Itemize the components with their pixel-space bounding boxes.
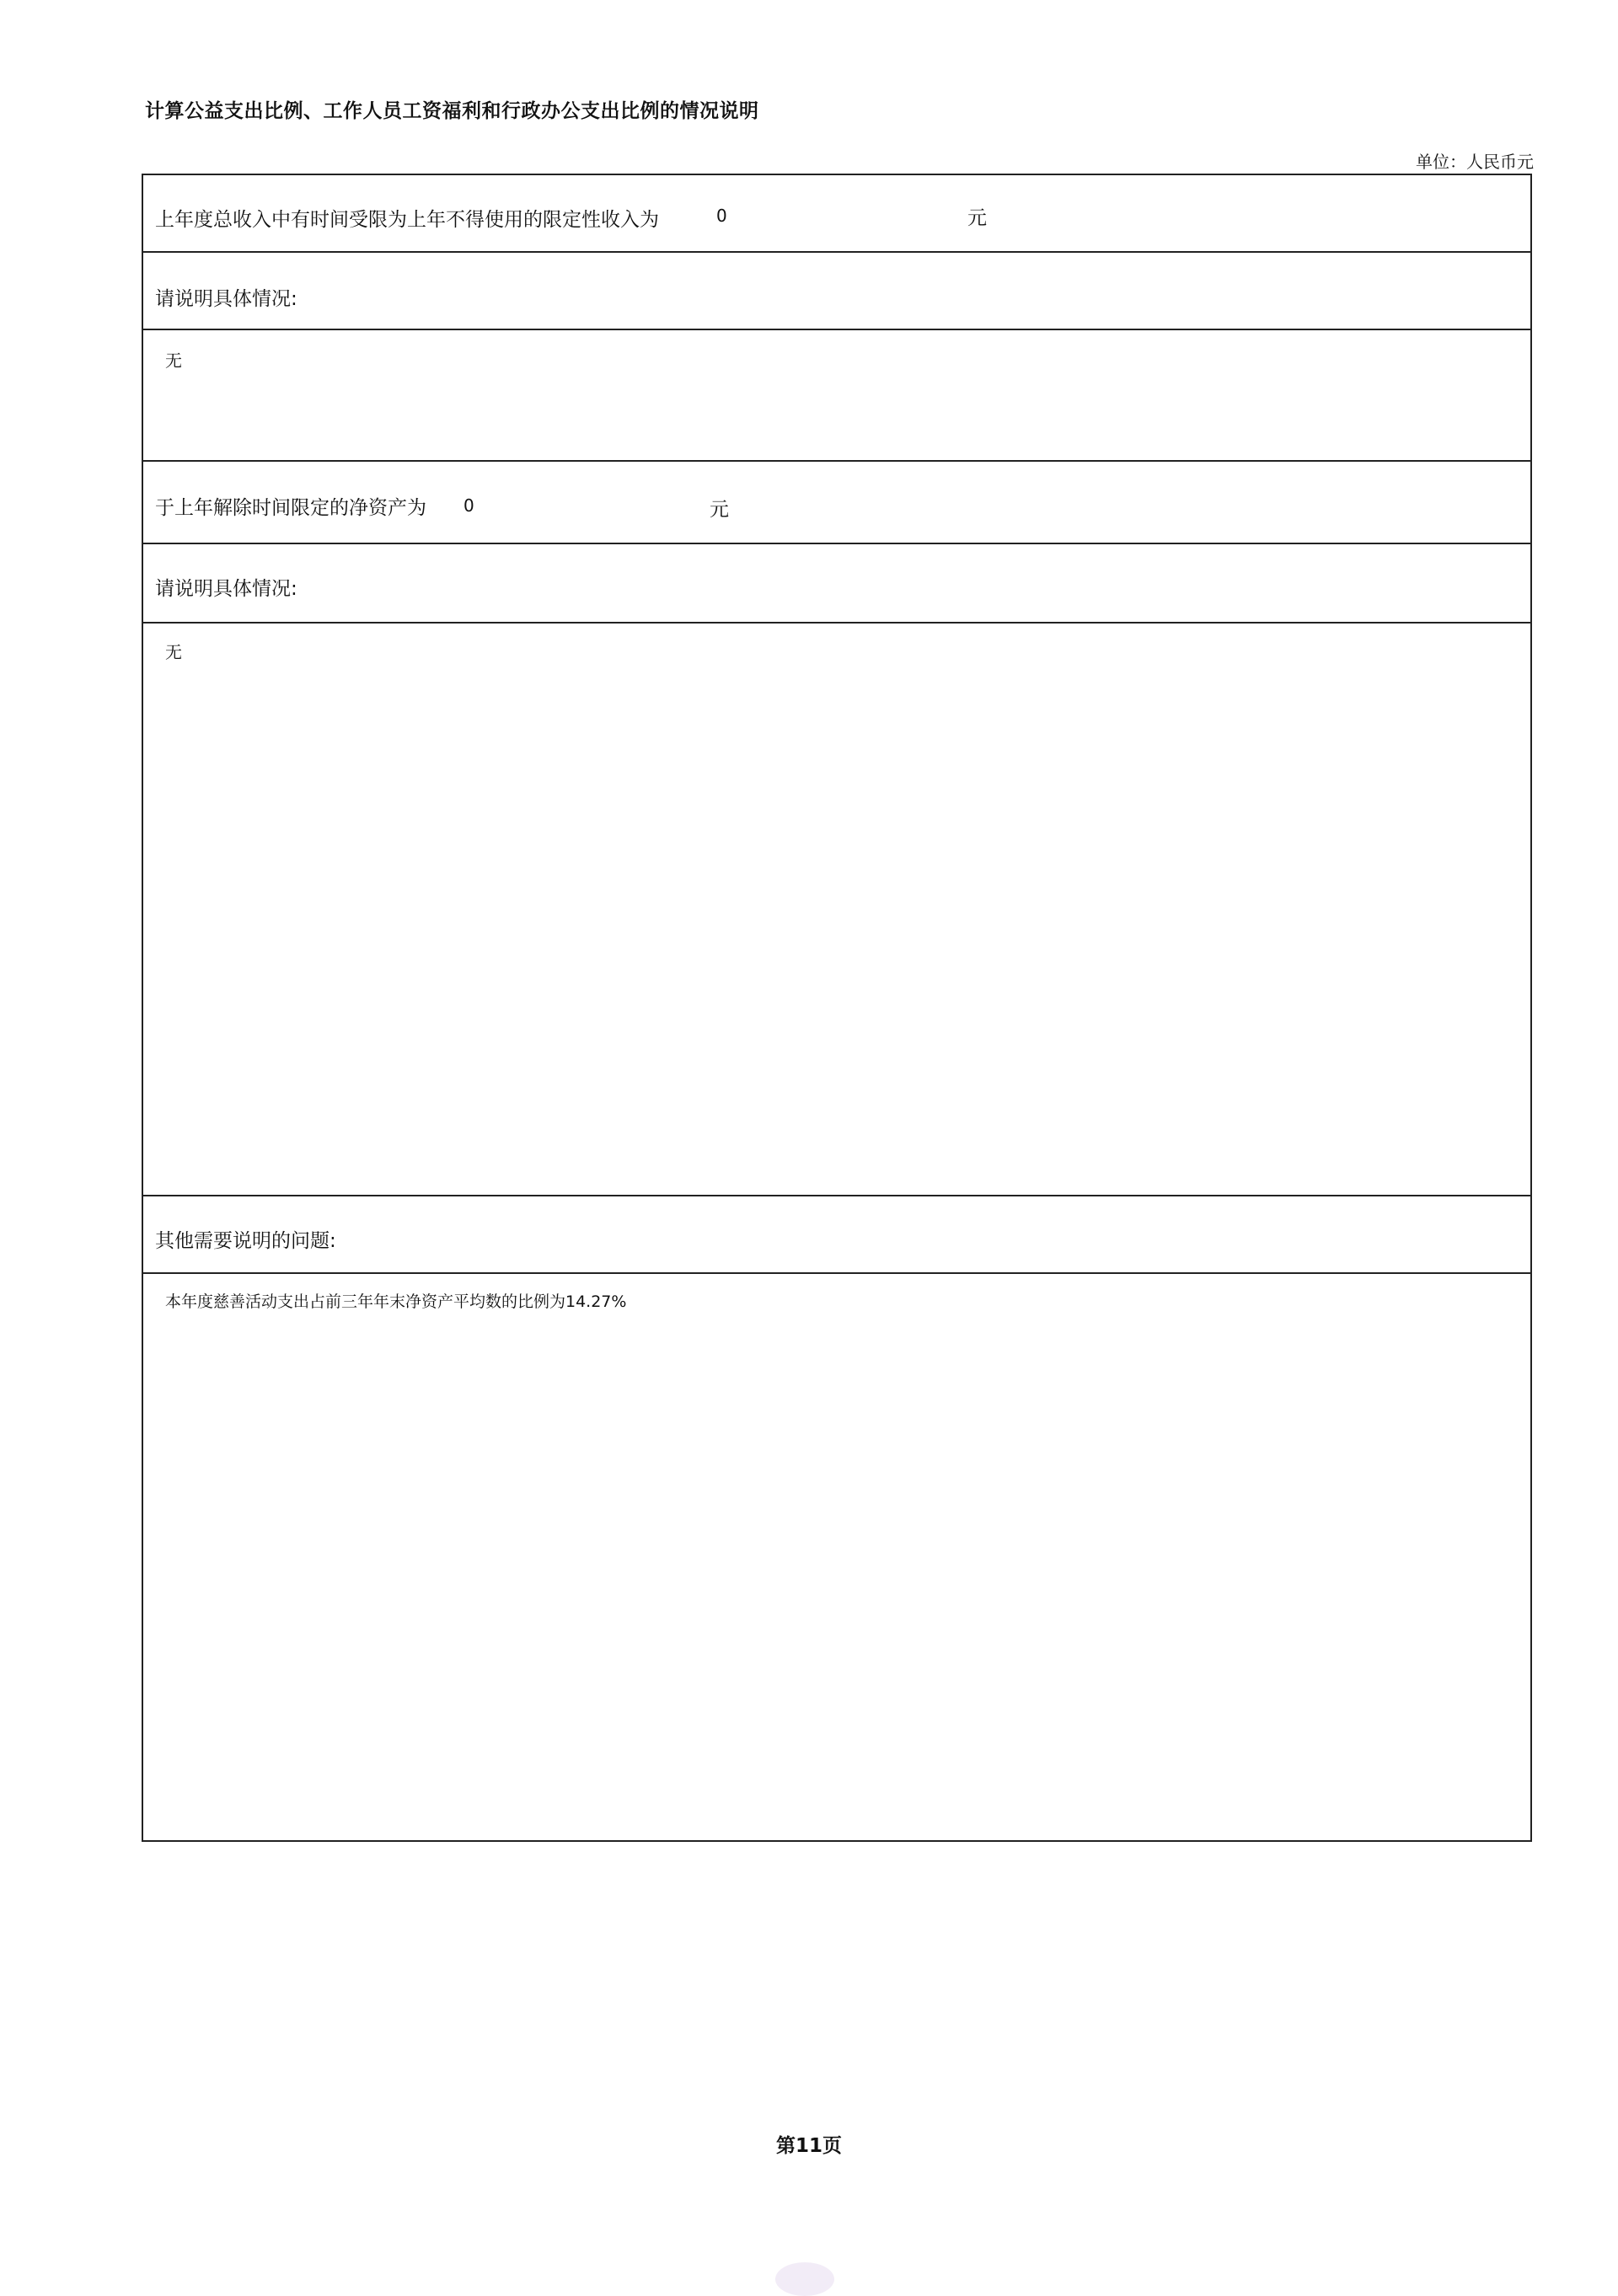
- explain-1-content-row: [143, 330, 1530, 462]
- other-row: [143, 1196, 1530, 1274]
- form-table: [142, 174, 1532, 1842]
- other-label: 其他需要说明的问题:: [155, 1230, 336, 1252]
- released-net-assets-unit: 元: [710, 499, 729, 521]
- restricted-income-value: 0: [716, 206, 727, 226]
- released-net-assets-label: 于上年解除时间限定的净资产为: [155, 497, 426, 519]
- restricted-income-row: [143, 175, 1530, 253]
- explain-1-label: 请说明具体情况:: [155, 288, 297, 310]
- released-net-assets-value: 0: [463, 495, 474, 516]
- unit-label: 单位：人民币元: [1416, 152, 1534, 172]
- page-number: 第11页: [775, 2135, 842, 2157]
- other-content-row: [143, 1274, 1530, 1840]
- explain-2-content: 无: [165, 642, 182, 662]
- scan-smudge: [775, 2262, 834, 2296]
- explain-2-label: 请说明具体情况:: [155, 578, 297, 600]
- explain-1-row: [143, 253, 1530, 330]
- explain-1-content: 无: [165, 351, 182, 371]
- restricted-income-label: 上年度总收入中有时间受限为上年不得使用的限定性收入为: [155, 209, 659, 231]
- explain-2-row: [143, 544, 1530, 624]
- explain-2-content-row: [143, 624, 1530, 1196]
- restricted-income-unit: 元: [967, 207, 987, 229]
- released-net-assets-row: [143, 462, 1530, 544]
- page-title: 计算公益支出比例、工作人员工资福利和行政办公支出比例的情况说明: [145, 100, 759, 122]
- other-content: 本年度慈善活动支出占前三年年末净资产平均数的比例为14.27%: [165, 1293, 627, 1311]
